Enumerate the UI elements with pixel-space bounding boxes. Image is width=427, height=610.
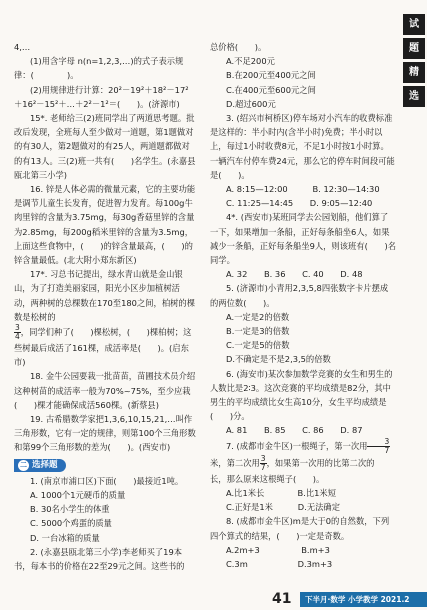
question-line [14,324,196,369]
choice-line [14,488,196,502]
line-text: 15*. 老师给三(2)班同学出了两道思考题。批改后发现，全班每人至少做对一道题，第1题做对的有30人，第2题做对的有25人，两道题都做对的有13人。三(2)班一共有( )名学生。(永嘉县瓯北第三小学) [14,113,196,180]
question-line [210,40,396,54]
question-line [210,423,396,437]
question-line [14,54,196,82]
line-text: C.在400元至600元之间 [226,84,316,95]
line-text: 长，那么原来这根绳子( )。 [210,473,325,484]
question-line [210,352,396,366]
line-text: D.超过600元 [226,98,276,109]
question-line [14,83,196,111]
question-line [210,210,396,267]
choice-line [14,531,196,545]
line-text: 4*. (西安市)某班同学去公园划船，他们算了一下，如果增加一条船，正好每条船坐6人，如果减少一条船，正好每条船坐9人，则该班有( )名同学。 [210,212,396,266]
line-text: 3. (绍兴市柯桥区)停车场对小汽车的收费标准是这样的：半小时内(含半小时)免费；半小时以上，每过1小时收费8元，不足1小时按1小时算。一辆汽车付停车费24元，那么它的停车时间段可能是( )。 [210,113,395,180]
line-text: C. 11:25—14:45 D. 9:05—12:40 [226,198,373,209]
question-line [210,338,396,352]
choice-line [14,545,196,573]
question-line [210,543,396,557]
question-line [14,111,196,182]
line-text: A. 81 B. 85 C. 86 D. 87 [226,425,363,436]
question-line [210,438,396,455]
line-text: 19. 古希腊数学家把1,3,6,10,15,21,…叫作三角形数，它有一定的规律，则第100个三角形数和第99个三角形数的差为( )。(西安市) [14,414,196,453]
question-line [210,111,396,182]
question-line [210,281,396,309]
line-text: 米，第二次用 [210,457,260,468]
question-line [210,54,396,68]
side-tab: 试 [403,14,425,35]
question-line [210,182,396,196]
line-text: A. 8:15—12:00 B. 12:30—14:30 [226,184,380,195]
journal-banner: 下半月·数学 小学教学 2021.2 [300,592,427,607]
question-line [14,412,196,455]
question-line [210,367,396,424]
choice-line [14,502,196,516]
line-text: D. 一台冰箱的质量 [30,532,100,543]
side-tab: 精 [403,62,425,83]
line-text: 1. (南京市浦口区)下面( )最接近1吨。 [30,475,184,486]
line-text: 5. (济源市)小青用2,3,5,8四张数字卡片摆成的两位数( )。 [210,283,389,308]
page-number: 41 [272,591,292,607]
line-text: ，同学们种了( )棵松树，( )棵柏树；这些树最后成活了161棵，成活率是( )。(启东市) [14,327,192,368]
line-text: C. 5000个鸡蛋的质量 [30,518,112,529]
line-text: B.在200元至400元之间 [226,70,316,81]
line-text: D.不确定是不是2,3,5的倍数 [226,354,331,365]
question-line [210,310,396,324]
question-line [14,267,196,324]
question-line [210,557,396,571]
question-line [210,472,396,486]
line-text: 2. (永嘉县瓯北第三小学)李老师买了19本书，每本书的价格在22至29元之间。这些书的 [14,546,185,571]
line-text: A.比1米长 B.比1米短 [226,487,337,498]
line-text: 17*. 习总书记提出，绿水青山就是金山银山，为了打造美丽家园，阳光小区步加植树活动，两种树的总棵数在170至180之间，柏树的棵数是松树的 [14,269,196,322]
question-line [210,83,396,97]
line-text: 7. (成都市金牛区)一根绳子，第一次用 [226,440,368,451]
line-text: (1)用含字母 n(n=1,2,3,…)的式子表示规律：( )。 [14,56,184,81]
question-line [210,97,396,111]
line-text: A.不足200元 [226,56,275,67]
line-text: A.一定是2的倍数 [226,311,290,322]
question-line [210,68,396,82]
question-line [210,324,396,338]
choice-line [14,474,196,488]
line-text: C.3m D.3m+3 [226,558,333,569]
line-text: B. 30名小学生的体重 [30,504,110,515]
line-text: 18. 金牛公园要栽一批苗苗，苗圃技术员介绍这种树苗的成活率一般为70%~75%，至少应栽( )棵才能确保成活560棵。(新蔡县) [14,371,196,410]
fraction: $\frac{3}{7}$ [367,438,390,455]
line-text: ，如果第一次用的比第二次的 [266,457,375,468]
question-line [14,182,196,267]
page-footer [0,588,427,610]
line-text: 16. 锌是人体必需的微量元素，它的主要功能是调节儿童生长发育，促进智力发育。每100g牛肉里锌的含量为3.75mg，每30g香菇里锌的含量为2.85mg，每200g稻米里锌的含量为3.5mg，上面这些食物中，( )的锌含量最高，( )的锌含量最低。(北大附小郑东新区) [14,184,196,266]
line-text: 6. (海安市)某次参加数学竞赛的女生和男生的人数比是2∶3。这次竞赛的平均成绩是82分，其中男生的平均成绩比女生高10分，女生平均成绩是( )分。 [210,368,393,422]
question-line [210,486,396,500]
line-text: 总价格( )。 [210,42,267,52]
right-column [210,40,396,571]
section-number: 二 [20,460,27,469]
question-line [14,40,196,54]
fraction: $\frac{3}{4}$ [15,323,20,342]
line-text: 8. (成都市金牛区)m是大于0的自然数，下列四个算式的结果，( )一定是奇数。 [210,516,390,541]
section-heading [14,459,66,472]
line-text: B.一定是3的倍数 [226,326,290,337]
line-text: 4,… [14,42,31,52]
left-column [14,40,196,573]
line-text: C.正好是1米 D.无法确定 [226,502,341,513]
question-line [210,455,396,472]
side-tabs [399,14,427,110]
question-line [210,267,396,281]
line-text: A.2m+3 B.m+3 [226,544,330,555]
line-text: (2)用规律进行计算：20²－19²＋18²－17²＋16²－15²＋…＋2²－1²＝( )。(济源市) [14,84,189,109]
side-tab: 题 [403,38,425,59]
question-line [14,369,196,412]
line-text: A. 32 B. 36 C. 40 D. 48 [226,269,363,280]
question-line [210,514,396,542]
line-text: A. 1000个1元硬币的质量 [30,489,126,500]
question-line [210,196,396,210]
side-tab: 选 [403,86,425,107]
choice-line [14,516,196,530]
fraction: $\frac{3}{7}$ [260,453,266,472]
section-title: 选择题 [32,459,58,470]
question-line [210,500,396,514]
line-text: C.一定是5的倍数 [226,340,290,351]
